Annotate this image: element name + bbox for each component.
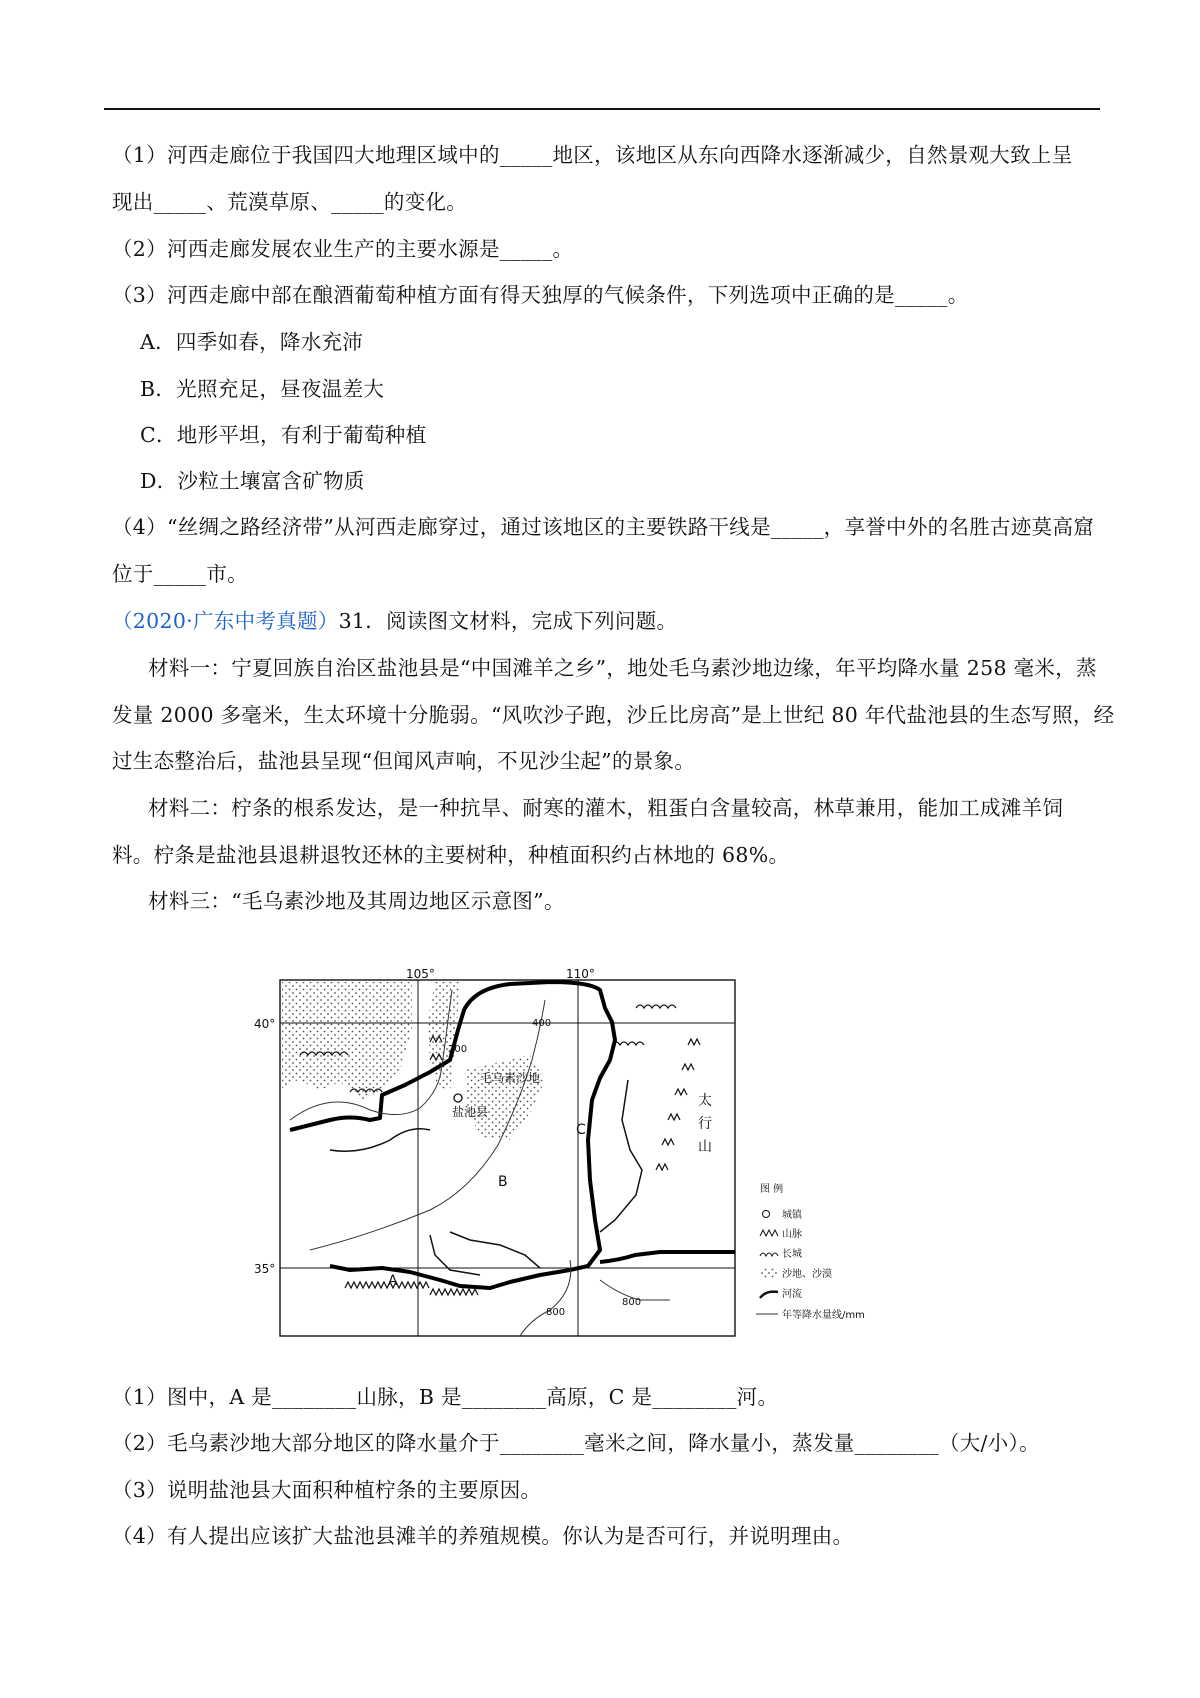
problem31-header xyxy=(112,606,677,636)
q3-option-c: C．地形平坦，有利于葡萄种植 xyxy=(140,423,427,447)
material2-line2: 料。柠条是盐池县退耕退牧还林的主要树种，种植面积约占林地的 68%。 xyxy=(112,843,790,867)
fen-river xyxy=(600,1080,642,1232)
material1-line3: 过生态整治后，盐池县呈现“但闻风声响，不见沙尘起”的景象。 xyxy=(112,749,696,773)
material3: 材料三：“毛乌素沙地及其周边地区示意图”。 xyxy=(148,889,565,913)
material1-line2: 发量 2000 多毫米，生太环境十分脆弱。“风吹沙子跑，沙丘比房高”是上世纪 80 年代盐池县的生态写照，经 xyxy=(112,703,1115,727)
q3-option-a: A．四季如春，降水充沛 xyxy=(140,330,364,354)
taihang-char-2: 行 xyxy=(698,1116,712,1132)
isohyet-800-label-1: 800 xyxy=(546,1307,566,1318)
mountain-symbols-taihang xyxy=(656,1039,700,1170)
legend-mountain-icon xyxy=(760,1230,778,1236)
isohyet-200-label: 200 xyxy=(448,1044,468,1055)
legend-town-icon xyxy=(763,1211,770,1218)
yellow-river-lower xyxy=(600,1252,735,1262)
legend-river: 河流 xyxy=(782,1289,802,1300)
great-wall-north-east xyxy=(612,1042,644,1045)
p31-question-2: （2）毛乌素沙地大部分地区的降水量介于________毫米之间，降水量小，蒸发量________（大/小）。 xyxy=(112,1431,1040,1455)
p31-question-1: （1）图中，A 是________山脉，B 是________高原，C 是________河。 xyxy=(112,1385,779,1409)
mu-us-sandland-map xyxy=(254,967,930,1350)
q3-option-d: D．沙粒土壤富含矿物质 xyxy=(140,469,365,493)
q1-line1: （1）河西走廊位于我国四大地理区域中的_____地区，该地区从东向西降水逐渐减少，自然景观大致上呈 xyxy=(112,143,1073,167)
q4-line2: 位于_____市。 xyxy=(112,562,248,586)
wei-river xyxy=(450,1232,540,1268)
legend-town: 城镇 xyxy=(782,1210,802,1221)
map-legend xyxy=(756,1182,865,1321)
lat-35-label: 35° xyxy=(254,1262,276,1276)
isohyet-800-label-2: 800 xyxy=(622,1297,642,1308)
material2-line1: 材料二：柠条的根系发达，是一种抗旱、耐寒的灌木，粗蛋白含量较高，林草兼用，能加工成滩羊饲 xyxy=(148,796,1064,820)
q4-line1: （4）“丝绸之路经济带”从河西走廊穿过，通过该地区的主要铁路干线是_____，享誉中外的名胜古迹莫高窟 xyxy=(112,515,1095,539)
isohyet-400-label: 400 xyxy=(532,1018,552,1029)
legend-title: 图 例 xyxy=(760,1184,784,1195)
p31-question-3: （3）说明盐池县大面积种植柠条的主要原因。 xyxy=(112,1478,542,1502)
lon-110-label: 110° xyxy=(566,967,595,981)
q3-option-b: B．光照充足，昼夜温差大 xyxy=(140,377,385,401)
legend-desert: 沙地、沙漠 xyxy=(782,1269,832,1280)
label-a: A xyxy=(388,1273,398,1289)
legend-desert-icon xyxy=(760,1268,778,1278)
desert-west xyxy=(282,982,412,1100)
mu-us-sandland-area xyxy=(465,1055,545,1140)
taihang-char-1: 太 xyxy=(698,1093,712,1109)
problem-source: （2020·广东中考真题） xyxy=(112,609,339,633)
legend-isohyet: 年等降水量线/mm xyxy=(782,1310,865,1321)
tributary-west xyxy=(330,1129,430,1152)
q2: （2）河西走廊发展农业生产的主要水源是_____。 xyxy=(112,237,574,261)
legend-wall: 长城 xyxy=(782,1249,802,1260)
sandland-label: 毛乌素沙地 xyxy=(480,1071,541,1085)
q1-line2: 现出_____、荒漠草原、_____的变化。 xyxy=(112,190,468,214)
label-c: C xyxy=(576,1122,586,1138)
p31-question-4: （4）有人提出应该扩大盐池县滩羊的养殖规模。你认为是否可行，并说明理由。 xyxy=(112,1524,854,1548)
lat-40-label: 40° xyxy=(254,1017,276,1031)
great-wall-east xyxy=(636,1005,676,1008)
label-b: B xyxy=(498,1174,508,1190)
material1-line1: 材料一：宁夏回族自治区盐池县是“中国滩羊之乡”，地处毛乌素沙地边缘，年平均降水量 258 毫米，蒸 xyxy=(148,656,1097,680)
legend-river-icon xyxy=(760,1292,778,1298)
taihang-char-3: 山 xyxy=(698,1139,712,1155)
legend-mountain: 山脉 xyxy=(782,1229,802,1240)
county-label: 盐池县 xyxy=(452,1105,489,1119)
yanchi-county-marker xyxy=(454,1094,462,1102)
problem-stem: 31．阅读图文材料，完成下列问题。 xyxy=(338,609,678,633)
q3-stem: （3）河西走廊中部在酿酒葡萄种植方面有得天独厚的气候条件，下列选项中正确的是_____。 xyxy=(112,283,969,307)
header-rule xyxy=(104,108,1100,110)
legend-wall-icon xyxy=(760,1253,778,1256)
lon-105-label: 105° xyxy=(406,967,435,981)
